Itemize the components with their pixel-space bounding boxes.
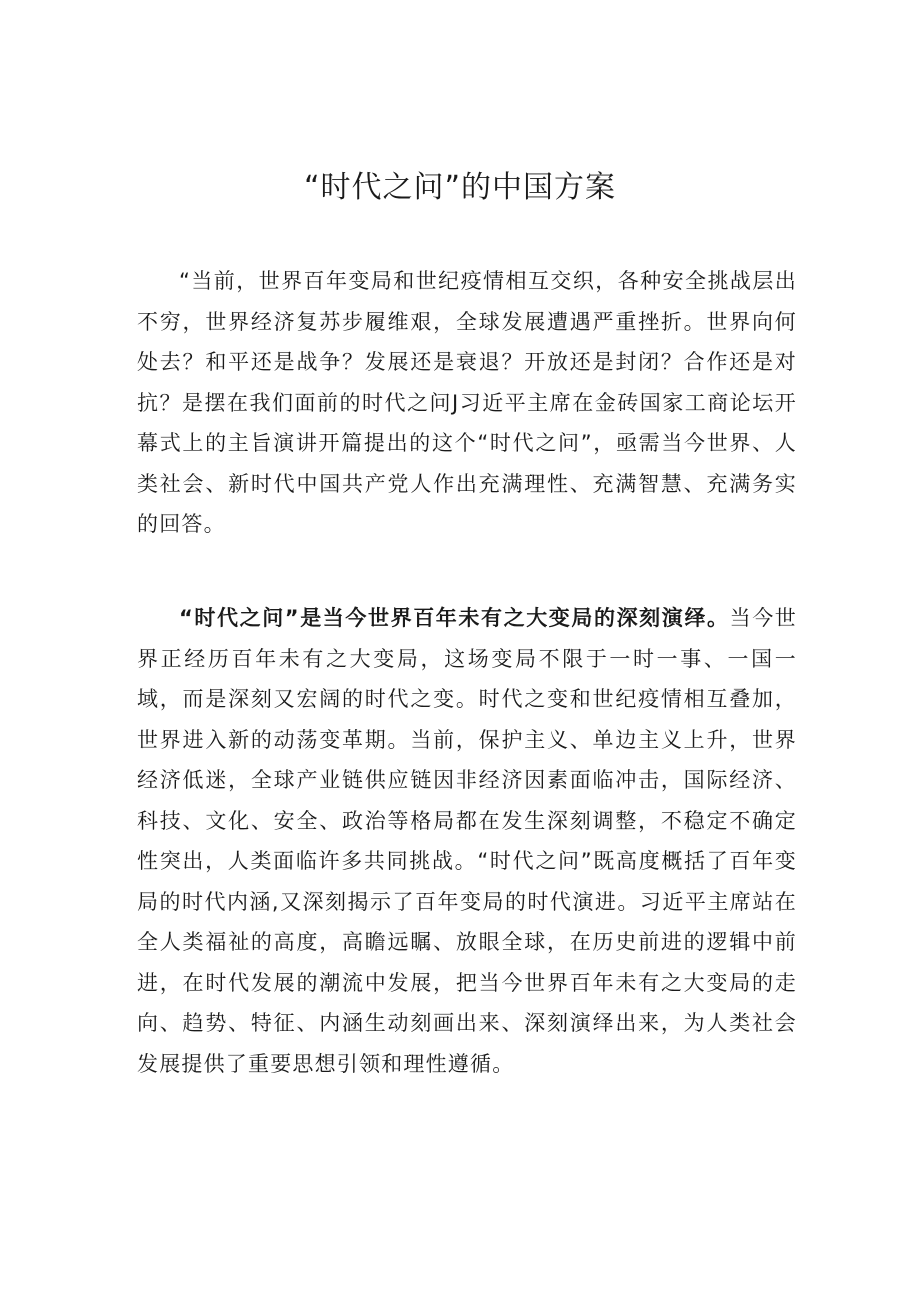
paragraph-2-text: 当今世界正经历百年未有之大变局，这场变局不限于一时一事、一国一域，而是深刻又宏阔的时代之变。时代之变和世纪疫情相互叠加，世界进入新的动荡变革期。当前，保护主义、单边主义上升，世界经济低迷，全球产业链供应链因非经济因素面临冲击，国际经济、科技、文化、安全、政治等格局都在发生深刻调整，不稳定不确定性突出，人类面临许多共同挑战。“时代之问”既高度概括了百年变局的时代内涵,又深刻揭示了百年变局的时代演进。习近平主席站在全人类福祉的高度，高瞻远瞩、放眼全球，在历史前进的逻辑中前进，在时代发展的潮流中发展，把当今世界百年未有之大变局的走向、趋势、特征、内涵生动刻画出来、深刻演绎出来，为人类社会发展提供了重要思想引领和理性遵循。 (137, 606, 797, 1076)
paragraph-1-text: “当前，世界百年变局和世纪疫情相互交织，各种安全挑战层出不穷，世界经济复苏步履维艰，全球发展遭遇严重挫折。世界向何处去？和平还是战争？发展还是衰退？开放还是封闭？合作还是对抗？是摆在我们面前的时代之问J习近平主席在金砖国家工商论坛开幕式上的主旨演讲开篇提出的这个“时代之问”，亟需当今世界、人类社会、新时代中国共产党人作出充满理性、充满智慧、充满务实的回答。 (137, 269, 797, 536)
paragraph-1 (137, 261, 797, 545)
paragraph-2 (137, 598, 797, 1084)
document-title: “时代之问”的中国方案 (303, 170, 617, 205)
paragraph-2-lead: “时代之问”是当今世界百年未有之大变局的深刻演绎。 (179, 606, 730, 630)
